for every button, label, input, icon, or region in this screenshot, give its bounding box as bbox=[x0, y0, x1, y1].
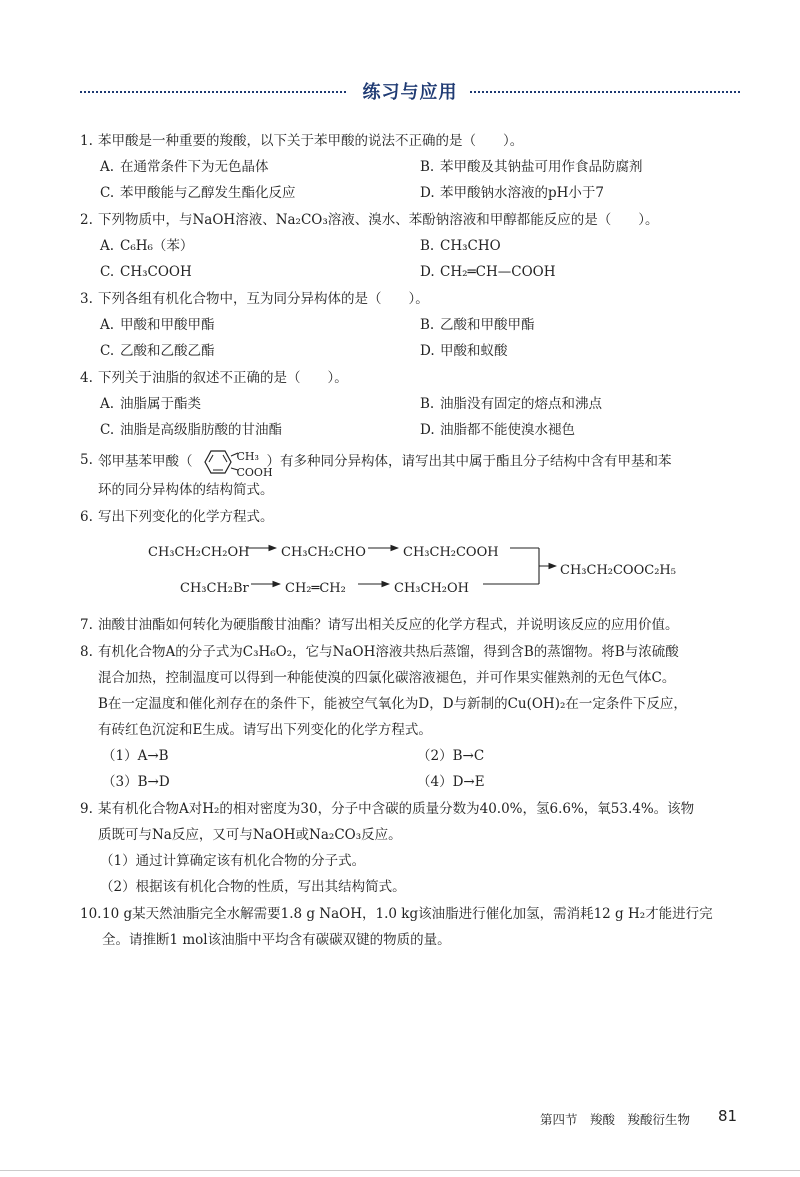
option-text: 油脂是高级脂肪酸的甘油酯 bbox=[120, 422, 282, 438]
sub-question: （1）A→B bbox=[102, 748, 169, 764]
option-c bbox=[100, 180, 420, 206]
compound-propanal: CH₃CH₂CHO bbox=[281, 545, 366, 560]
option-c bbox=[100, 259, 420, 285]
option-letter: D. bbox=[420, 343, 435, 359]
option-a bbox=[100, 391, 420, 417]
question-number: 10. bbox=[80, 906, 102, 922]
compound-propanol: CH₃CH₂CH₂OH bbox=[148, 545, 250, 560]
question-text-line: 有砖红色沉淀和E生成。请写出下列变化的化学方程式。 bbox=[98, 722, 432, 738]
question-text-line: B在一定温度和催化剂存在的条件下，能被空气氧化为D，D与新制的Cu(OH)₂在一定条件下反应， bbox=[98, 696, 687, 712]
options bbox=[100, 154, 750, 206]
exercise-list bbox=[80, 128, 750, 953]
options bbox=[100, 312, 750, 364]
question-number: 7. bbox=[80, 617, 93, 633]
option-text: 乙酸和甲酸甲酯 bbox=[440, 317, 535, 333]
option-d bbox=[420, 417, 740, 443]
compound-propanoic-acid: CH₃CH₂COOH bbox=[403, 545, 499, 560]
question-7 bbox=[80, 612, 750, 638]
reaction-scheme bbox=[98, 538, 750, 608]
question-9 bbox=[80, 796, 750, 900]
question-text bbox=[98, 447, 750, 477]
option-text: 油脂属于酯类 bbox=[120, 396, 201, 412]
option-text: 油脂都不能使溴水褪色 bbox=[440, 422, 575, 438]
option-text: 乙酸和乙酸乙酯 bbox=[120, 343, 215, 359]
dotted-rule-right bbox=[470, 91, 740, 93]
page-number: 81 bbox=[718, 1107, 738, 1125]
question-text-line: 10 g某天然油脂完全水解需要1.8 g NaOH，1.0 kg该油脂进行催化加氢，需消耗12 g H₂才能进行完 bbox=[102, 906, 713, 922]
question-text-continued: 环的同分异构体的结构简式。 bbox=[98, 482, 274, 498]
option-letter: D. bbox=[420, 422, 435, 438]
option-b bbox=[420, 154, 740, 180]
option-text: 苯甲酸及其钠盐可用作食品防腐剂 bbox=[440, 159, 643, 175]
option-letter: A. bbox=[100, 159, 115, 175]
option-b bbox=[420, 312, 740, 338]
option-letter: B. bbox=[420, 396, 435, 412]
section-title: 练习与应用 bbox=[362, 82, 458, 103]
reaction-arrows bbox=[98, 538, 568, 608]
question-text: 油酸甘油酯如何转化为硬脂酸甘油酯？请写出相关反应的化学方程式，并说明该反应的应用价值。 bbox=[98, 617, 679, 633]
question-3 bbox=[80, 286, 750, 364]
question-text: 苯甲酸是一种重要的羧酸，以下关于苯甲酸的说法不正确的是（ ）。 bbox=[98, 133, 524, 149]
question-text-line: 全。请推断1 mol该油脂中平均含有碳碳双键的物质的量。 bbox=[102, 932, 451, 948]
option-text: 甲酸和蚁酸 bbox=[440, 343, 508, 359]
option-text: 在通常条件下为无色晶体 bbox=[120, 159, 269, 175]
question-text-part: 邻甲基苯甲酸（ bbox=[98, 453, 193, 470]
option-letter: D. bbox=[420, 185, 435, 201]
option-text: C₆H₆（苯） bbox=[120, 238, 194, 254]
question-text: 下列各组有机化合物中，互为同分异构体的是（ ）。 bbox=[98, 291, 429, 307]
option-d bbox=[420, 338, 740, 364]
option-b bbox=[420, 391, 740, 417]
options bbox=[100, 391, 750, 443]
question-number: 1. bbox=[80, 133, 93, 149]
option-text: 油脂没有固定的熔点和沸点 bbox=[440, 396, 602, 412]
option-c bbox=[100, 338, 420, 364]
option-letter: C. bbox=[100, 185, 115, 201]
question-8 bbox=[80, 639, 750, 795]
compound-ethyl-propanoate: CH₃CH₂COOC₂H₅ bbox=[560, 563, 676, 578]
dotted-rule-left bbox=[80, 91, 346, 93]
option-letter: D. bbox=[420, 264, 435, 280]
question-text-line: 质既可与Na反应，又可与NaOH或Na₂CO₃反应。 bbox=[98, 827, 402, 843]
option-text: 苯甲酸能与乙醇发生酯化反应 bbox=[120, 185, 296, 201]
option-letter: A. bbox=[100, 238, 115, 254]
option-a bbox=[100, 233, 420, 259]
question-text-line: 混合加热，控制温度可以得到一种能使溴的四氯化碳溶液褪色，并可作果实催熟剂的无色气体C。 bbox=[98, 670, 676, 686]
sub-question: （2）B→C bbox=[417, 748, 485, 764]
question-1 bbox=[80, 128, 750, 206]
question-number: 6. bbox=[80, 509, 93, 525]
question-text-line: 某有机化合物A对H₂的相对密度为30，分子中含碳的质量分数为40.0%，氢6.6%，氧53.4%。该物 bbox=[98, 801, 695, 817]
question-4 bbox=[80, 365, 750, 443]
option-d bbox=[420, 180, 740, 206]
compound-bromoethane: CH₃CH₂Br bbox=[180, 581, 249, 596]
question-text: 写出下列变化的化学方程式。 bbox=[98, 509, 274, 525]
question-number: 3. bbox=[80, 291, 93, 307]
option-text: 苯甲酸钠水溶液的pH小于7 bbox=[440, 185, 605, 201]
option-c bbox=[100, 417, 420, 443]
option-text: CH₃CHO bbox=[440, 238, 501, 254]
question-2 bbox=[80, 207, 750, 285]
option-text: CH₃COOH bbox=[120, 264, 192, 280]
question-5 bbox=[80, 447, 750, 503]
compound-ethanol: CH₃CH₂OH bbox=[394, 581, 469, 596]
section-header bbox=[80, 78, 740, 108]
question-6 bbox=[80, 504, 750, 608]
option-b bbox=[420, 233, 740, 259]
question-number: 4. bbox=[80, 370, 93, 386]
option-letter: B. bbox=[420, 238, 435, 254]
sub-question: （4）D→E bbox=[417, 774, 485, 790]
question-text: 下列物质中，与NaOH溶液、Na₂CO₃溶液、溴水、苯酚钠溶液和甲醇都能反应的是（ ）。 bbox=[98, 212, 659, 228]
option-letter: A. bbox=[100, 317, 115, 333]
page-edge-rule bbox=[0, 1170, 800, 1171]
option-letter: C. bbox=[100, 264, 115, 280]
sub-question: （2）根据该有机化合物的性质，写出其结构简式。 bbox=[100, 879, 406, 895]
question-10 bbox=[80, 901, 750, 953]
option-a bbox=[100, 154, 420, 180]
question-number: 5. bbox=[80, 452, 93, 468]
sub-question: （1）通过计算确定该有机化合物的分子式。 bbox=[100, 853, 366, 869]
option-letter: B. bbox=[420, 159, 435, 175]
sub-question: （3）B→D bbox=[102, 774, 170, 790]
methylbenzoic-acid-structure bbox=[195, 447, 273, 479]
option-a bbox=[100, 312, 420, 338]
option-letter: B. bbox=[420, 317, 435, 333]
sub-questions bbox=[100, 743, 750, 795]
options bbox=[100, 233, 750, 285]
carboxyl-label: COOH bbox=[236, 466, 273, 479]
question-number: 2. bbox=[80, 212, 93, 228]
question-text-line: 有机化合物A的分子式为C₃H₆O₂，它与NaOH溶液共热后蒸馏，得到含B的蒸馏物。将B与浓硫酸 bbox=[98, 644, 679, 660]
question-text-part: ）有多种同分异构体，请写出其中属于酯且分子结构中含有甲基和苯 bbox=[266, 453, 672, 470]
question-text: 下列关于油脂的叙述不正确的是（ ）。 bbox=[98, 370, 348, 386]
methyl-label: CH₃ bbox=[236, 450, 259, 463]
option-letter: C. bbox=[100, 422, 115, 438]
question-number: 8. bbox=[80, 644, 93, 660]
compound-ethene: CH₂═CH₂ bbox=[285, 581, 346, 596]
option-text: CH₂═CH—COOH bbox=[440, 264, 556, 280]
option-letter: A. bbox=[100, 396, 115, 412]
question-number: 9. bbox=[80, 801, 93, 817]
option-letter: C. bbox=[100, 343, 115, 359]
option-text: 甲酸和甲酸甲酯 bbox=[120, 317, 215, 333]
option-d bbox=[420, 259, 740, 285]
footer-section-title: 第四节 羧酸 羧酸衍生物 bbox=[540, 1112, 691, 1127]
